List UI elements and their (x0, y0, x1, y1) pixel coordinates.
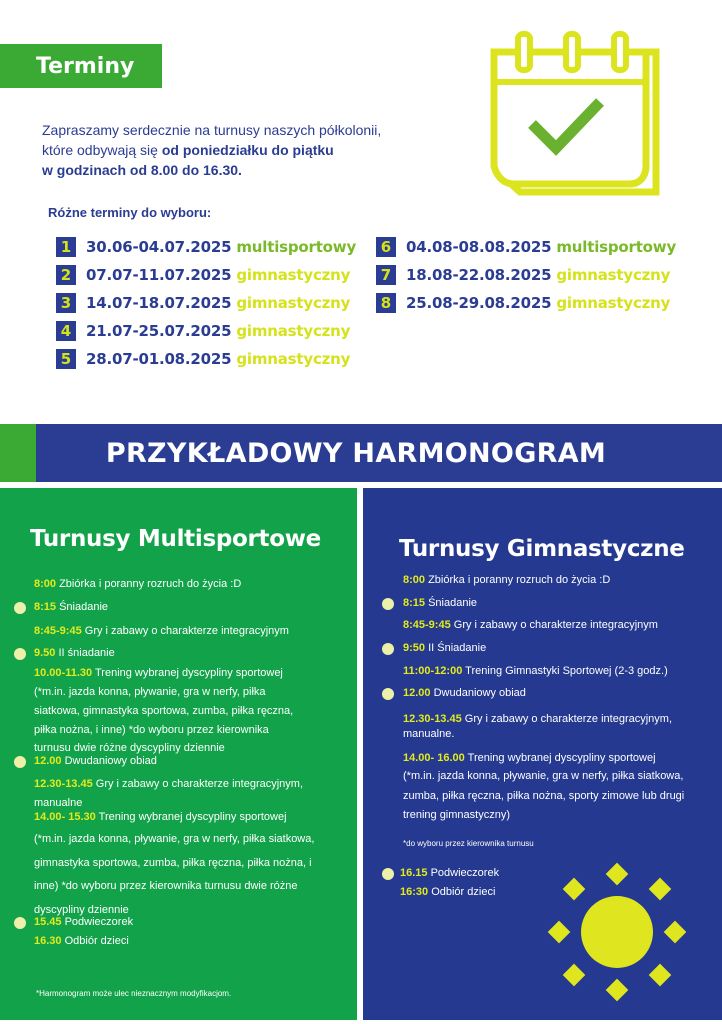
schedule-row: (*m.in. jazda konna, pływanie, gra w nerfy, piłka (34, 686, 266, 698)
schedule-row: (*m.in. jazda konna, pływanie, gra w nerfy, piłka siatkowa, (34, 833, 315, 845)
term-kind: gimnastyczny (556, 266, 671, 284)
term-number: 4 (56, 321, 76, 341)
term-item (376, 292, 676, 314)
term-number: 7 (376, 265, 396, 285)
schedule-row: 9.50 II śniadanie (34, 647, 115, 659)
schedule-row: piłka nożna, i inne) *do wyboru przez kierownika (34, 724, 269, 736)
schedule-row: 8:45-9:45 Gry i zabawy o charakterze integracyjnym (403, 619, 658, 631)
schedule-row: 8:00 Zbiórka i poranny rozruch do życia :D (403, 574, 611, 586)
schedule-row: 8:15 Śniadanie (34, 601, 109, 613)
multisport-panel (0, 488, 357, 1020)
intro-text (42, 120, 402, 180)
term-item (56, 348, 356, 370)
multisport-title: Turnusy Multisportowe (30, 526, 321, 552)
schedule-row: (*m.in. jazda konna, pływanie, gra w nerfy, piłka siatkowa, (403, 770, 684, 782)
header-accent-bar (0, 44, 22, 88)
schedule-banner: PRZYKŁADOWY HARMONOGRAM (36, 424, 722, 482)
term-number: 6 (376, 237, 396, 257)
bullet-dot (14, 756, 26, 768)
schedule-row: manualne. (403, 728, 455, 740)
term-item (56, 236, 356, 258)
schedule-row: gimnastyka sportowa, zumba, piłka ręczna, piłka nożna, i (34, 857, 312, 869)
term-number: 5 (56, 349, 76, 369)
term-dates: 25.08-29.08.2025 (406, 294, 552, 312)
intro-bold-hours: w godzinach od 8.00 do 16.30. (42, 162, 242, 178)
sun-icon (547, 862, 687, 1002)
term-list-right (376, 236, 676, 320)
schedule-row: turnusu dwie różne dyscypliny dziennie (34, 742, 225, 754)
intro-part-1: Zapraszamy serdecznie na turnusy naszych półkolonii, które odbywają się (42, 122, 382, 158)
bullet-dot (382, 688, 394, 700)
term-item (376, 236, 676, 258)
term-dates: 28.07-01.08.2025 (86, 350, 232, 368)
schedule-row: inne) *do wyboru przez kierownika turnusu dwie różne (34, 880, 298, 892)
schedule-row: 12.00 Dwudaniowy obiad (403, 687, 526, 699)
schedule-row: manualne (34, 797, 83, 809)
term-number: 2 (56, 265, 76, 285)
bullet-dot (382, 868, 394, 880)
schedule-row: dyscypliny dziennie (34, 904, 129, 916)
schedule-row: 16.30 Odbiór dzieci (34, 935, 129, 947)
term-kind: gimnastyczny (236, 294, 351, 312)
term-list-left (56, 236, 356, 376)
schedule-row: 16:30 Odbiór dzieci (400, 886, 496, 898)
term-number: 3 (56, 293, 76, 313)
schedule-row: 14.00- 16.00 Trening wybranej dyscypliny sportowej (403, 752, 656, 764)
bullet-dot (382, 598, 394, 610)
bullet-dot (14, 648, 26, 660)
term-number: 1 (56, 237, 76, 257)
section-title-terminy: Terminy (22, 44, 162, 88)
multisport-schedule (0, 488, 357, 1020)
gymnastics-footnote: *do wyboru przez kierownika turnusu (403, 839, 534, 848)
term-dates: 07.07-11.07.2025 (86, 266, 232, 284)
term-item (376, 264, 676, 286)
term-kind: gimnastyczny (236, 350, 351, 368)
schedule-row: 14.00- 15.30 Trening wybranej dyscypliny sportowej (34, 811, 287, 823)
bullet-dot (382, 643, 394, 655)
term-dates: 04.08-08.08.2025 (406, 238, 552, 256)
schedule-row: 8:00 Zbiórka i poranny rozruch do życia :D (34, 578, 242, 590)
term-item (56, 292, 356, 314)
schedule-row: 15.45 Podwieczorek (34, 916, 134, 928)
gymnastics-title: Turnusy Gimnastyczne (399, 536, 685, 562)
term-dates: 14.07-18.07.2025 (86, 294, 232, 312)
choice-title: Różne terminy do wyboru: (48, 205, 212, 220)
schedule-row: 8:45-9:45 Gry i zabawy o charakterze integracyjnym (34, 625, 289, 637)
term-kind: gimnastyczny (556, 294, 671, 312)
intro-bold-days: od poniedziałku do piątku (161, 142, 334, 158)
schedule-row: 10.00-11.30 Trening wybranej dyscypliny sportowej (34, 667, 283, 679)
term-item (56, 264, 356, 286)
footnote: *Harmonogram może ulec nieznacznym modyfikacjom. (36, 989, 232, 998)
schedule-row: 9:50 II Śniadanie (403, 642, 487, 654)
schedule-row: 12.00 Dwudaniowy obiad (34, 755, 157, 767)
schedule-row: 16.15 Podwieczorek (400, 867, 500, 879)
schedule-row: 12.30-13.45 Gry i zabawy o charakterze integracyjnym, (34, 778, 304, 790)
schedule-row: 12.30-13.45 Gry i zabawy o charakterze integracyjnym, (403, 713, 673, 725)
term-number: 8 (376, 293, 396, 313)
schedule-row: zumba, piłka ręczna, piłka nożna, sporty zimowe lub drugi (403, 790, 685, 802)
term-dates: 18.08-22.08.2025 (406, 266, 552, 284)
schedule-row: trening gimnastyczny) (403, 809, 510, 821)
bullet-dot (14, 602, 26, 614)
term-dates: 30.06-04.07.2025 (86, 238, 232, 256)
schedule-row: 8:15 Śniadanie (403, 597, 478, 609)
term-kind: gimnastyczny (236, 266, 351, 284)
calendar-check-icon (470, 28, 662, 200)
term-item (56, 320, 356, 342)
term-kind: multisportowy (236, 238, 357, 256)
term-dates: 21.07-25.07.2025 (86, 322, 232, 340)
bullet-dot (14, 917, 26, 929)
term-kind: multisportowy (556, 238, 677, 256)
schedule-row: siatkowa, gimnastyka sportowa, zumba, piłka ręczna, (34, 705, 294, 717)
term-kind: gimnastyczny (236, 322, 351, 340)
schedule-row: 11:00-12:00 Trening Gimnastyki Sportowej (2-3 godz.) (403, 665, 668, 677)
